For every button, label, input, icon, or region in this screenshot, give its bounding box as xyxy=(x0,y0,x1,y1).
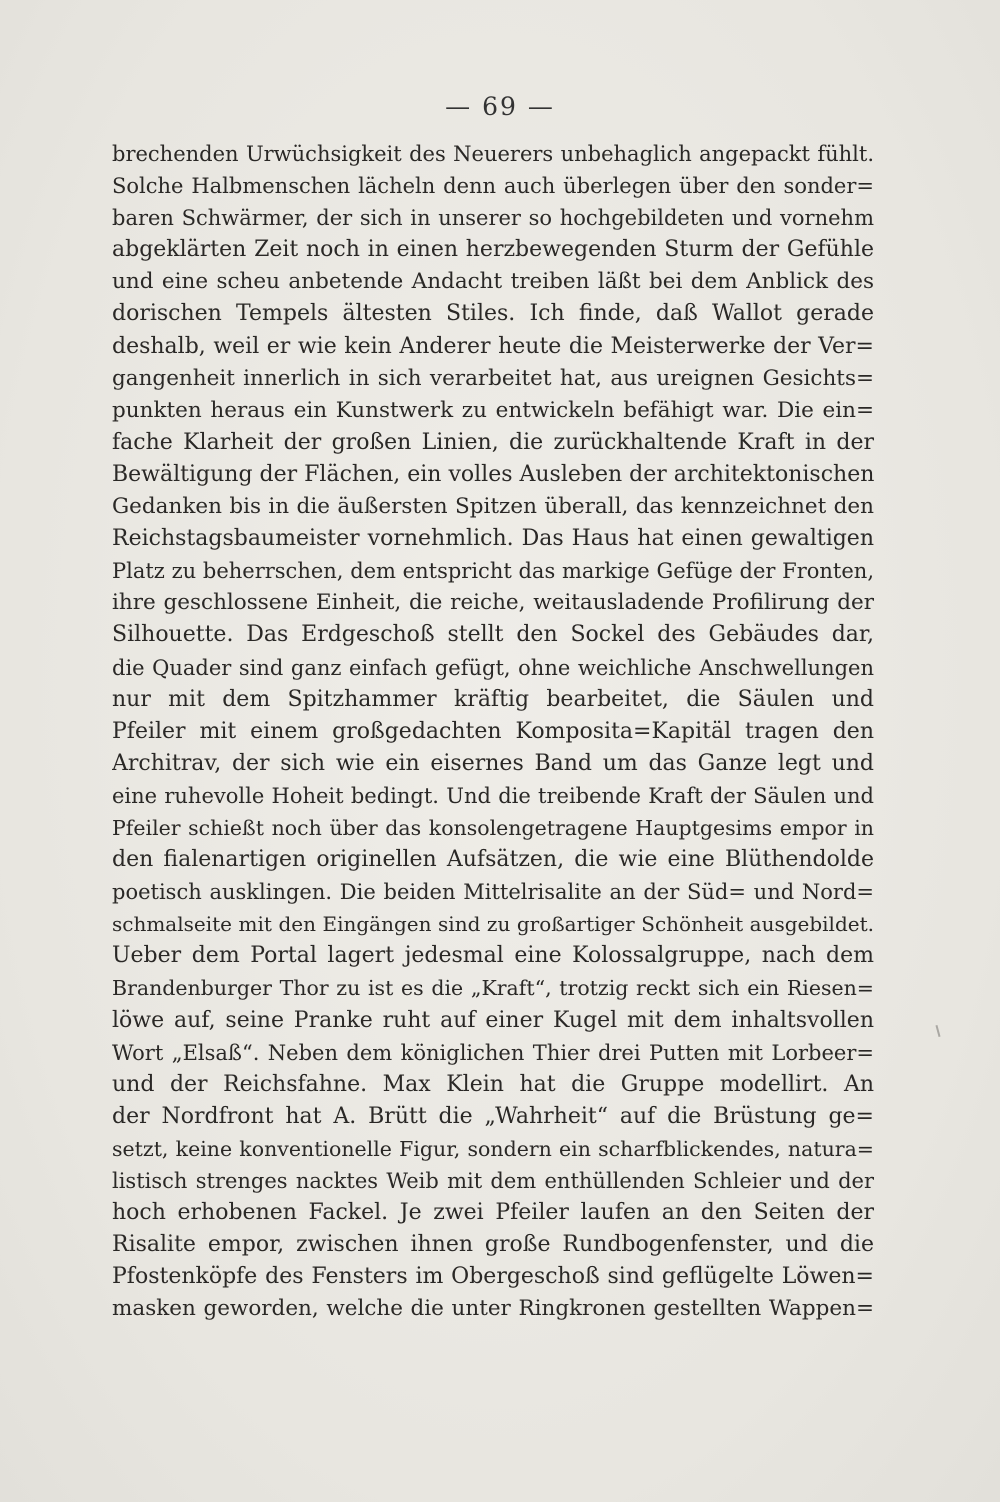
text-line: Reichstagsbaumeister vornehmlich. Das Haus hat einen gewaltigen xyxy=(112,526,874,552)
text-line: Brandenburger Thor zu ist es die „Kraft“, trotzig reckt sich ein Riesen= xyxy=(112,976,874,1001)
text-line: ihre geschlossene Einheit, die reiche, weitausladende Profilirung der xyxy=(112,590,874,616)
text-line: Solche Halbmenschen lächeln denn auch überlegen über den sonder= xyxy=(112,174,874,199)
text-line: poetisch ausklingen. Die beiden Mittelrisalite an der Süd= und Nord= xyxy=(112,880,874,905)
text-line: gangenheit innerlich in sich verarbeitet hat, aus ureignen Gesichts= xyxy=(112,365,874,391)
text-line: abgeklärten Zeit noch in einen herzbewegenden Sturm der Gefühle xyxy=(112,237,874,263)
text-line: Silhouette. Das Erdgeschoß stellt den Sockel des Gebäudes dar, xyxy=(112,622,874,648)
text-line: brechenden Urwüchsigkeit des Neuerers unbehaglich angepackt fühlt. xyxy=(112,142,874,166)
text-line: und der Reichsfahne. Max Klein hat die Gruppe modellirt. An xyxy=(112,1071,874,1097)
text-line: schmalseite mit den Eingängen sind zu großartiger Schönheit ausgebildet. xyxy=(112,912,874,937)
text-line: Pfostenköpfe des Fensters im Obergeschoß sind geflügelte Löwen= xyxy=(112,1264,874,1290)
text-line: Wort „Elsaß“. Neben dem königlichen Thier drei Putten mit Lorbeer= xyxy=(112,1040,874,1065)
text-line: Ueber dem Portal lagert jedesmal eine Kolossalgruppe, nach dem xyxy=(112,943,874,969)
text-line: Pfeiler mit einem großgedachten Komposita=Kapitäl tragen den xyxy=(112,718,874,744)
text-line: Pfeiler schießt noch über das konsolengetragene Hauptgesims empor in xyxy=(112,815,874,840)
text-line: Bewältigung der Flächen, ein volles Ausleben der architektonischen xyxy=(112,461,874,487)
text-line: Gedanken bis in die äußersten Spitzen überall, das kennzeichnet den xyxy=(112,494,874,520)
text-line: löwe auf, seine Pranke ruht auf einer Kugel mit dem inhaltsvollen xyxy=(112,1007,874,1033)
body-text xyxy=(112,138,874,1325)
text-line: Architrav, der sich wie ein eisernes Band um das Ganze legt und xyxy=(112,750,874,776)
page-number: — 69 — xyxy=(445,92,555,121)
text-line: und eine scheu anbetende Andacht treiben läßt bei dem Anblick des xyxy=(112,269,874,295)
stray-mark xyxy=(935,1025,940,1037)
text-line: deshalb, weil er wie kein Anderer heute die Meisterwerke der Ver= xyxy=(112,333,874,359)
text-line: nur mit dem Spitzhammer kräftig bearbeitet, die Säulen und xyxy=(112,686,874,712)
text-line: dorischen Tempels ältesten Stiles. Ich finde, daß Wallot gerade xyxy=(112,301,874,327)
text-line: listisch strenges nacktes Weib mit dem enthüllenden Schleier und der xyxy=(112,1169,874,1193)
text-line: fache Klarheit der großen Linien, die zurückhaltende Kraft in der xyxy=(112,429,874,455)
text-line: setzt, keine konventionelle Figur, sondern ein scharfblickendes, natura= xyxy=(112,1136,874,1161)
text-line: punkten heraus ein Kunstwerk zu entwickeln befähigt war. Die ein= xyxy=(112,397,874,423)
text-line: Platz zu beherrschen, dem entspricht das markige Gefüge der Fronten, xyxy=(112,559,874,584)
text-line: hoch erhobenen Fackel. Je zwei Pfeiler laufen an den Seiten der xyxy=(112,1200,874,1226)
text-line: Risalite empor, zwischen ihnen große Rundbogenfenster, und die xyxy=(112,1232,874,1258)
text-line: masken geworden, welche die unter Ringkronen gestellten Wappen= xyxy=(112,1296,874,1322)
text-line: den fialenartigen originellen Aufsätzen, die wie eine Blüthendolde xyxy=(112,847,874,873)
text-line: baren Schwärmer, der sich in unserer so hochgebildeten und vornehm xyxy=(112,206,874,231)
text-line: eine ruhevolle Hoheit bedingt. Und die treibende Kraft der Säulen und xyxy=(112,783,874,808)
text-line: die Quader sind ganz einfach gefügt, ohne weichliche Anschwellungen xyxy=(112,655,874,680)
text-line: der Nordfront hat A. Brütt die „Wahrheit“ auf die Brüstung ge= xyxy=(112,1103,874,1129)
